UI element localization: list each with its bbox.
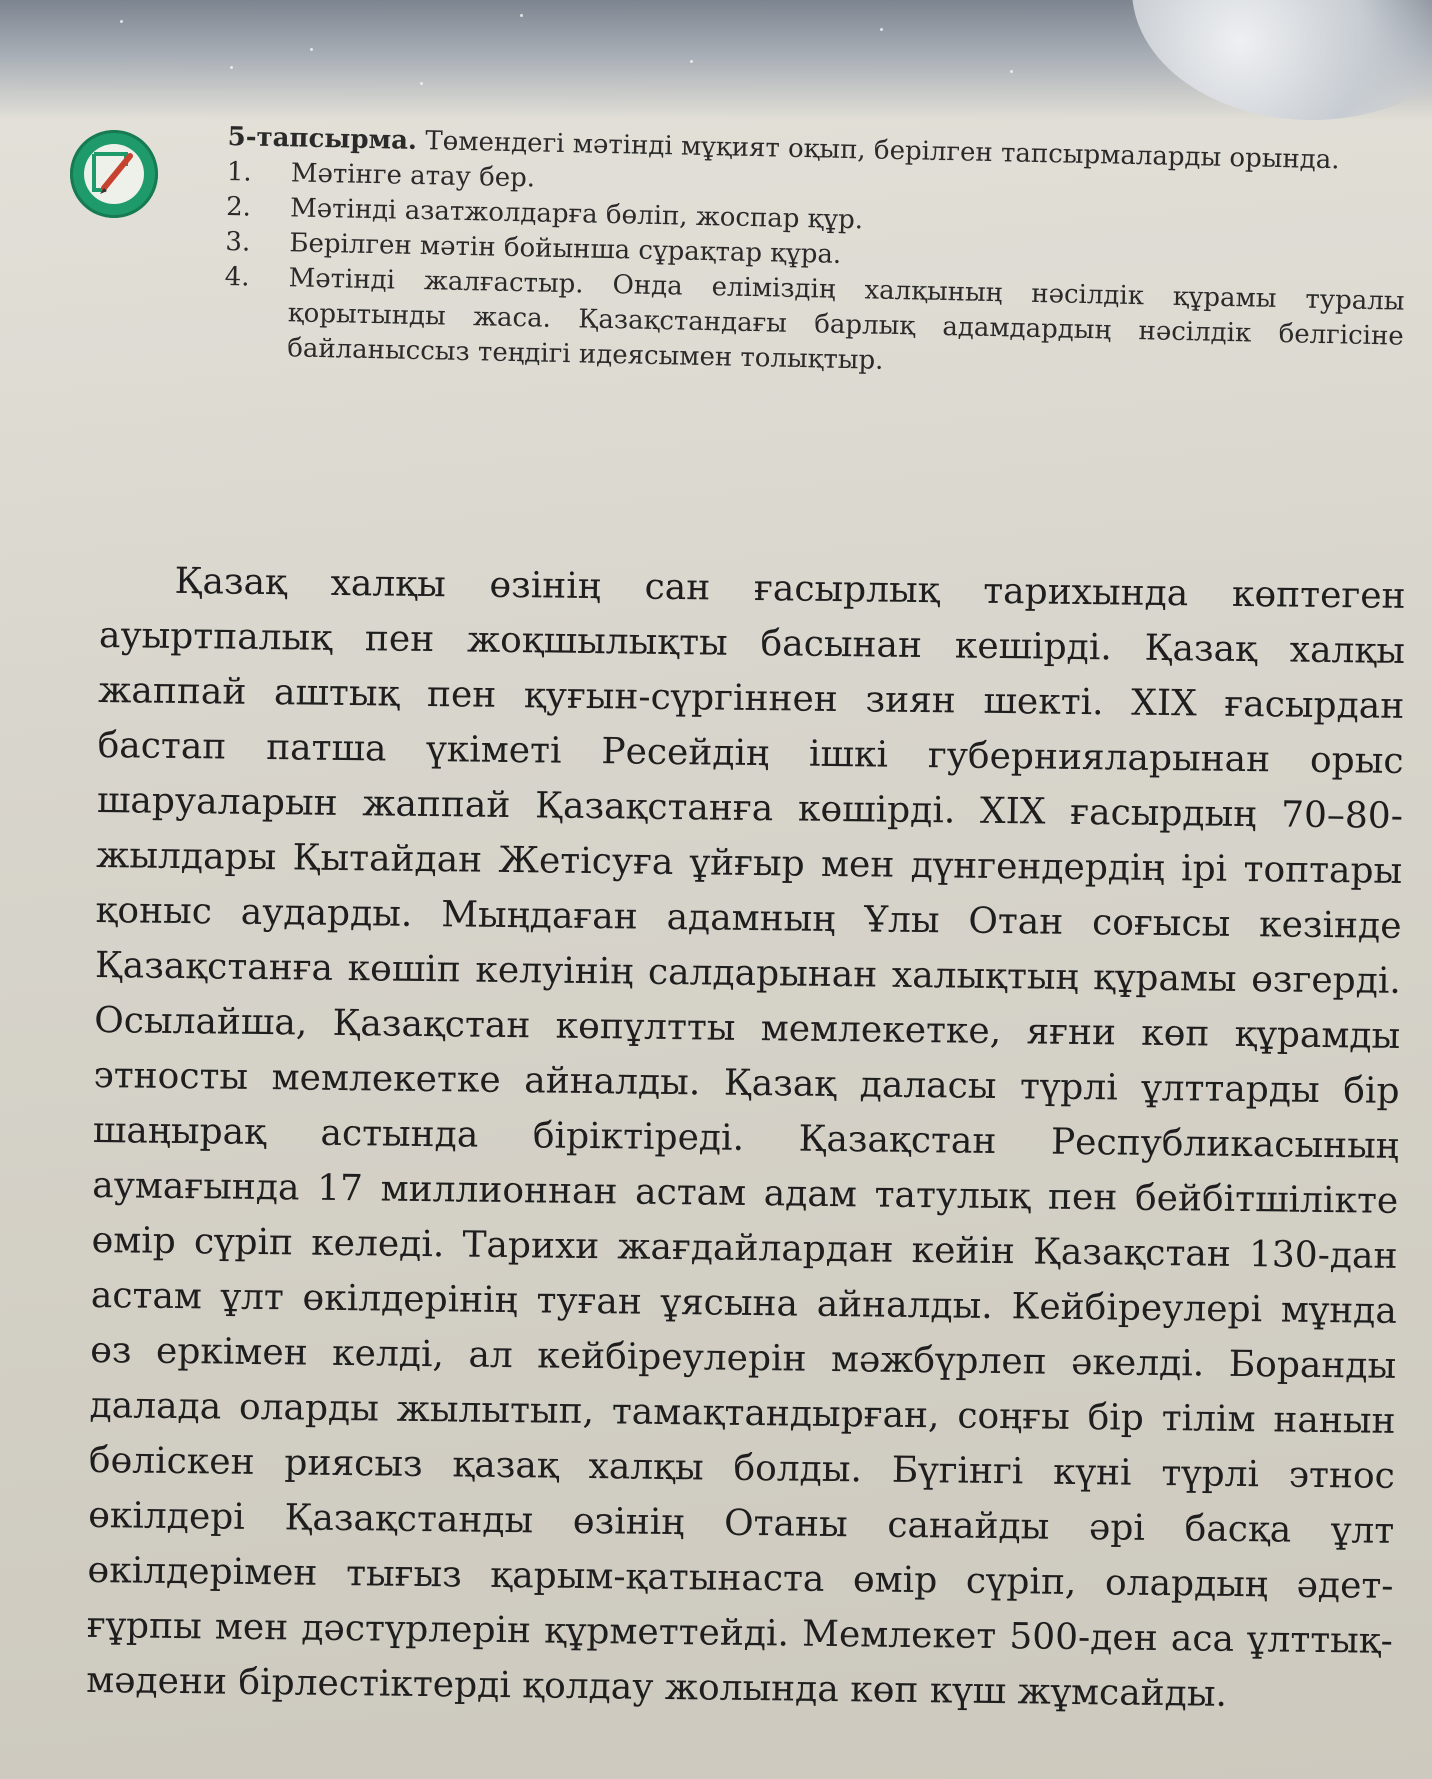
task-item-number: 3.: [225, 226, 251, 258]
task-item-text: Мәтінді жалғастыр. Онда еліміздің халқының нәсілдік құрамы туралы қорытынды жаса. Қазақстандағы барлық адамдардың нәсілдік белгісіне байланыссыз теңдігі идеясымен толықтыр.: [286, 263, 1405, 376]
task-list: [223, 155, 1407, 390]
task-item-text: Берілген мәтін бойынша сұрақтар құра.: [289, 228, 842, 270]
task-item-text: Мәтінді азатжолдарға бөліп, жоспар құр.: [289, 193, 864, 236]
star-dot: [120, 20, 123, 23]
star-dot: [520, 14, 523, 17]
task-item-number: 4.: [224, 261, 250, 293]
star-dot: [230, 66, 233, 69]
pencil-icon-glyph: [86, 146, 142, 202]
star-dot: [690, 60, 693, 63]
task-block: [223, 120, 1408, 390]
task-intro: Төмендегі мәтінді мұқият оқып, берілген тапсырмаларды орында.: [424, 126, 1340, 176]
star-dot: [1010, 70, 1013, 73]
star-dot: [880, 28, 883, 31]
task-item-text: Мәтінге атау бер.: [290, 158, 536, 194]
task-title: 5-тапсырма.: [227, 121, 418, 156]
star-dot: [420, 82, 423, 85]
task-item-number: 1.: [226, 156, 253, 188]
task-item-number: 2.: [225, 191, 252, 223]
star-dot: [310, 48, 313, 51]
main-paragraph: Қазақ халқы өзінің сан ғасырлық тарихында көптеген ауыртпалық пен жоқшылықты басынан кешірді. Қазақ халқы жаппай аштық пен қуғын-сүргіннен зиян шекті. XIX ғасырдан бастап патша үкіметі Ресейдің ішкі губернияларынан орыс шаруаларын жаппай Қазақстанға көшірді. XIX ғасырдың 70–80-жылдары Қытайдан Жетісуға ұйғыр мен дүнгендердің ірі топтары қоныс аударды. Мыңдаған адамның Ұлы Отан соғысы кезінде Қазақстанға көшіп келуінің салдарынан халықтың құрамы өзгерді. Осылайша, Қазақстан көпұлтты мемлекетке, яғни көп құрамды этносты мемлекетке айналды. Қазақ даласы түрлі ұлттарды бір шаңырақ астында біріктіреді. Қазақстан Республикасының аумағында 17 миллионнан астам адам татулық пен бейбітшілікте өмір сүріп келеді. Тарихи жағдайлардан кейін Қазақстан 130-дан астам ұлт өкілдерінің туған ұясына айналды. Кейбіреулері мұнда өз еркімен келді, ал кейбіреулерін мәжбүрлеп әкелді. Боранды далада оларды жылытып, тамақтандырған, соңғы бір тілім нанын бөліскен риясыз қазақ халқы болды. Бүгінгі күні түрлі этнос өкілдері Қазақстанды өзінің Отаны санайды әрі басқа ұлт өкілдерімен тығыз қарым-қатынаста өмір сүріп, олардың әдет-ғұрпы мен дәстүрлерін құрметтейді. Мемлекет 500-ден аса ұлттық-мәдени бірлестіктерді қолдау жолында көп күш жұмсайды.: [85, 560, 1406, 1715]
pencil-icon: [70, 130, 158, 218]
